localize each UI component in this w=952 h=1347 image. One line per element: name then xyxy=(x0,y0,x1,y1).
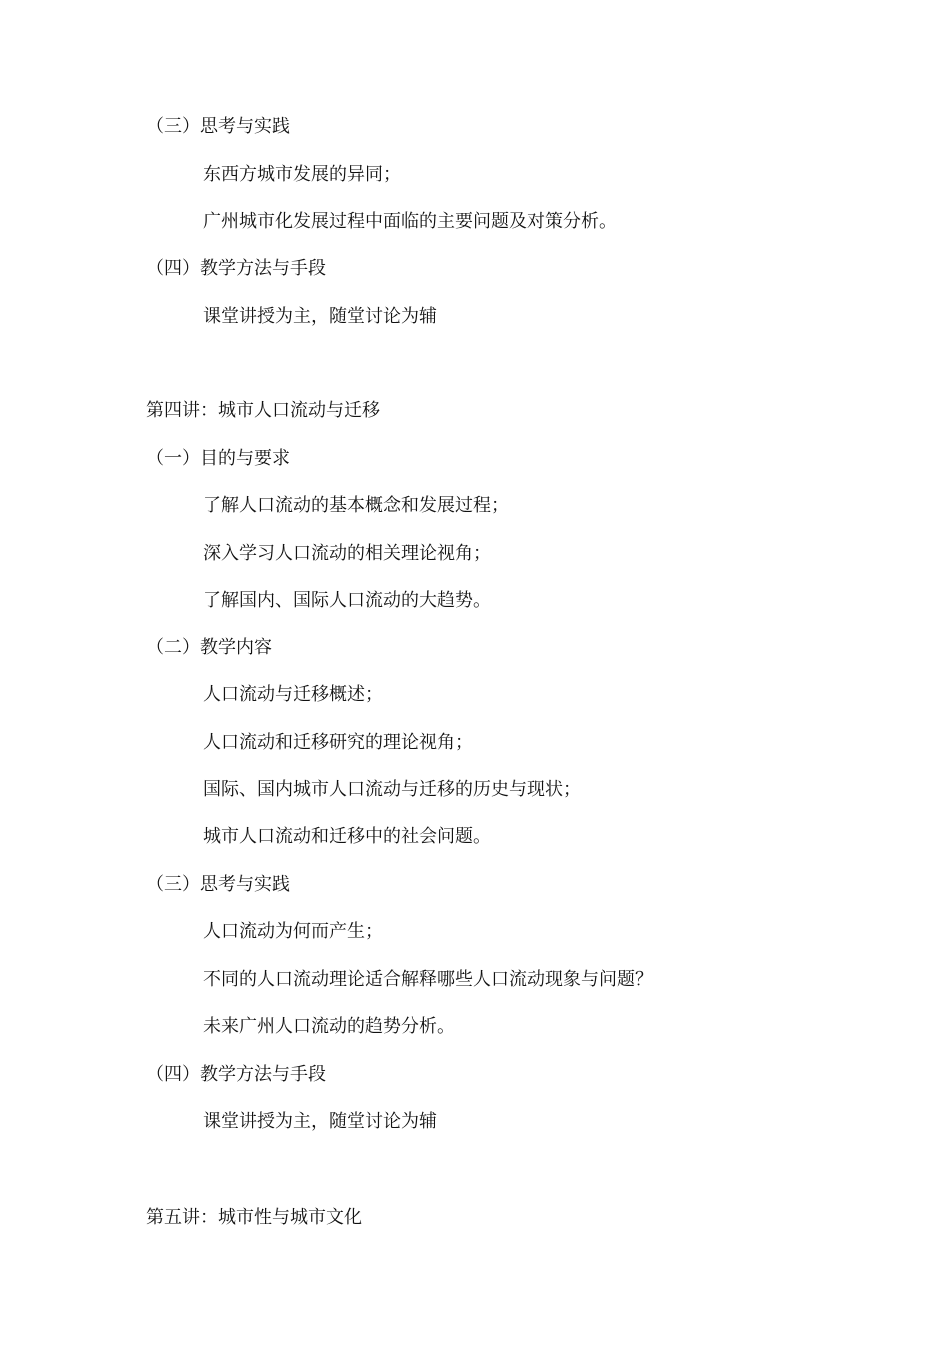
list-item: 人口流动和迁移研究的理论视角； xyxy=(203,732,473,753)
list-item: 未来广州人口流动的趋势分析。 xyxy=(203,1016,455,1037)
section-heading-thinking: （三）思考与实践 xyxy=(146,116,290,137)
list-item: 人口流动为何而产生； xyxy=(203,921,383,942)
list-item: 课堂讲授为主，随堂讨论为辅 xyxy=(203,1111,437,1132)
list-item: 广州城市化发展过程中面临的主要问题及对策分析。 xyxy=(203,211,617,232)
list-item: 城市人口流动和迁移中的社会问题。 xyxy=(203,826,491,847)
lecture-title: 第四讲：城市人口流动与迁移 xyxy=(146,400,380,421)
list-item: 课堂讲授为主，随堂讨论为辅 xyxy=(203,306,437,327)
list-item: 东西方城市发展的异同； xyxy=(203,164,401,185)
list-item: 了解人口流动的基本概念和发展过程； xyxy=(203,495,509,516)
list-item: 不同的人口流动理论适合解释哪些人口流动现象与问题？ xyxy=(203,969,653,990)
list-item: 了解国内、国际人口流动的大趋势。 xyxy=(203,590,491,611)
section-heading-goals: （一）目的与要求 xyxy=(146,448,290,469)
section-heading-method: （四）教学方法与手段 xyxy=(146,258,326,279)
lecture-title: 第五讲：城市性与城市文化 xyxy=(146,1207,362,1228)
list-item: 人口流动与迁移概述； xyxy=(203,684,383,705)
list-item: 国际、国内城市人口流动与迁移的历史与现状； xyxy=(203,779,581,800)
section-heading-thinking: （三）思考与实践 xyxy=(146,874,290,895)
list-item: 深入学习人口流动的相关理论视角； xyxy=(203,543,491,564)
section-heading-content: （二）教学内容 xyxy=(146,637,272,658)
section-heading-method: （四）教学方法与手段 xyxy=(146,1064,326,1085)
